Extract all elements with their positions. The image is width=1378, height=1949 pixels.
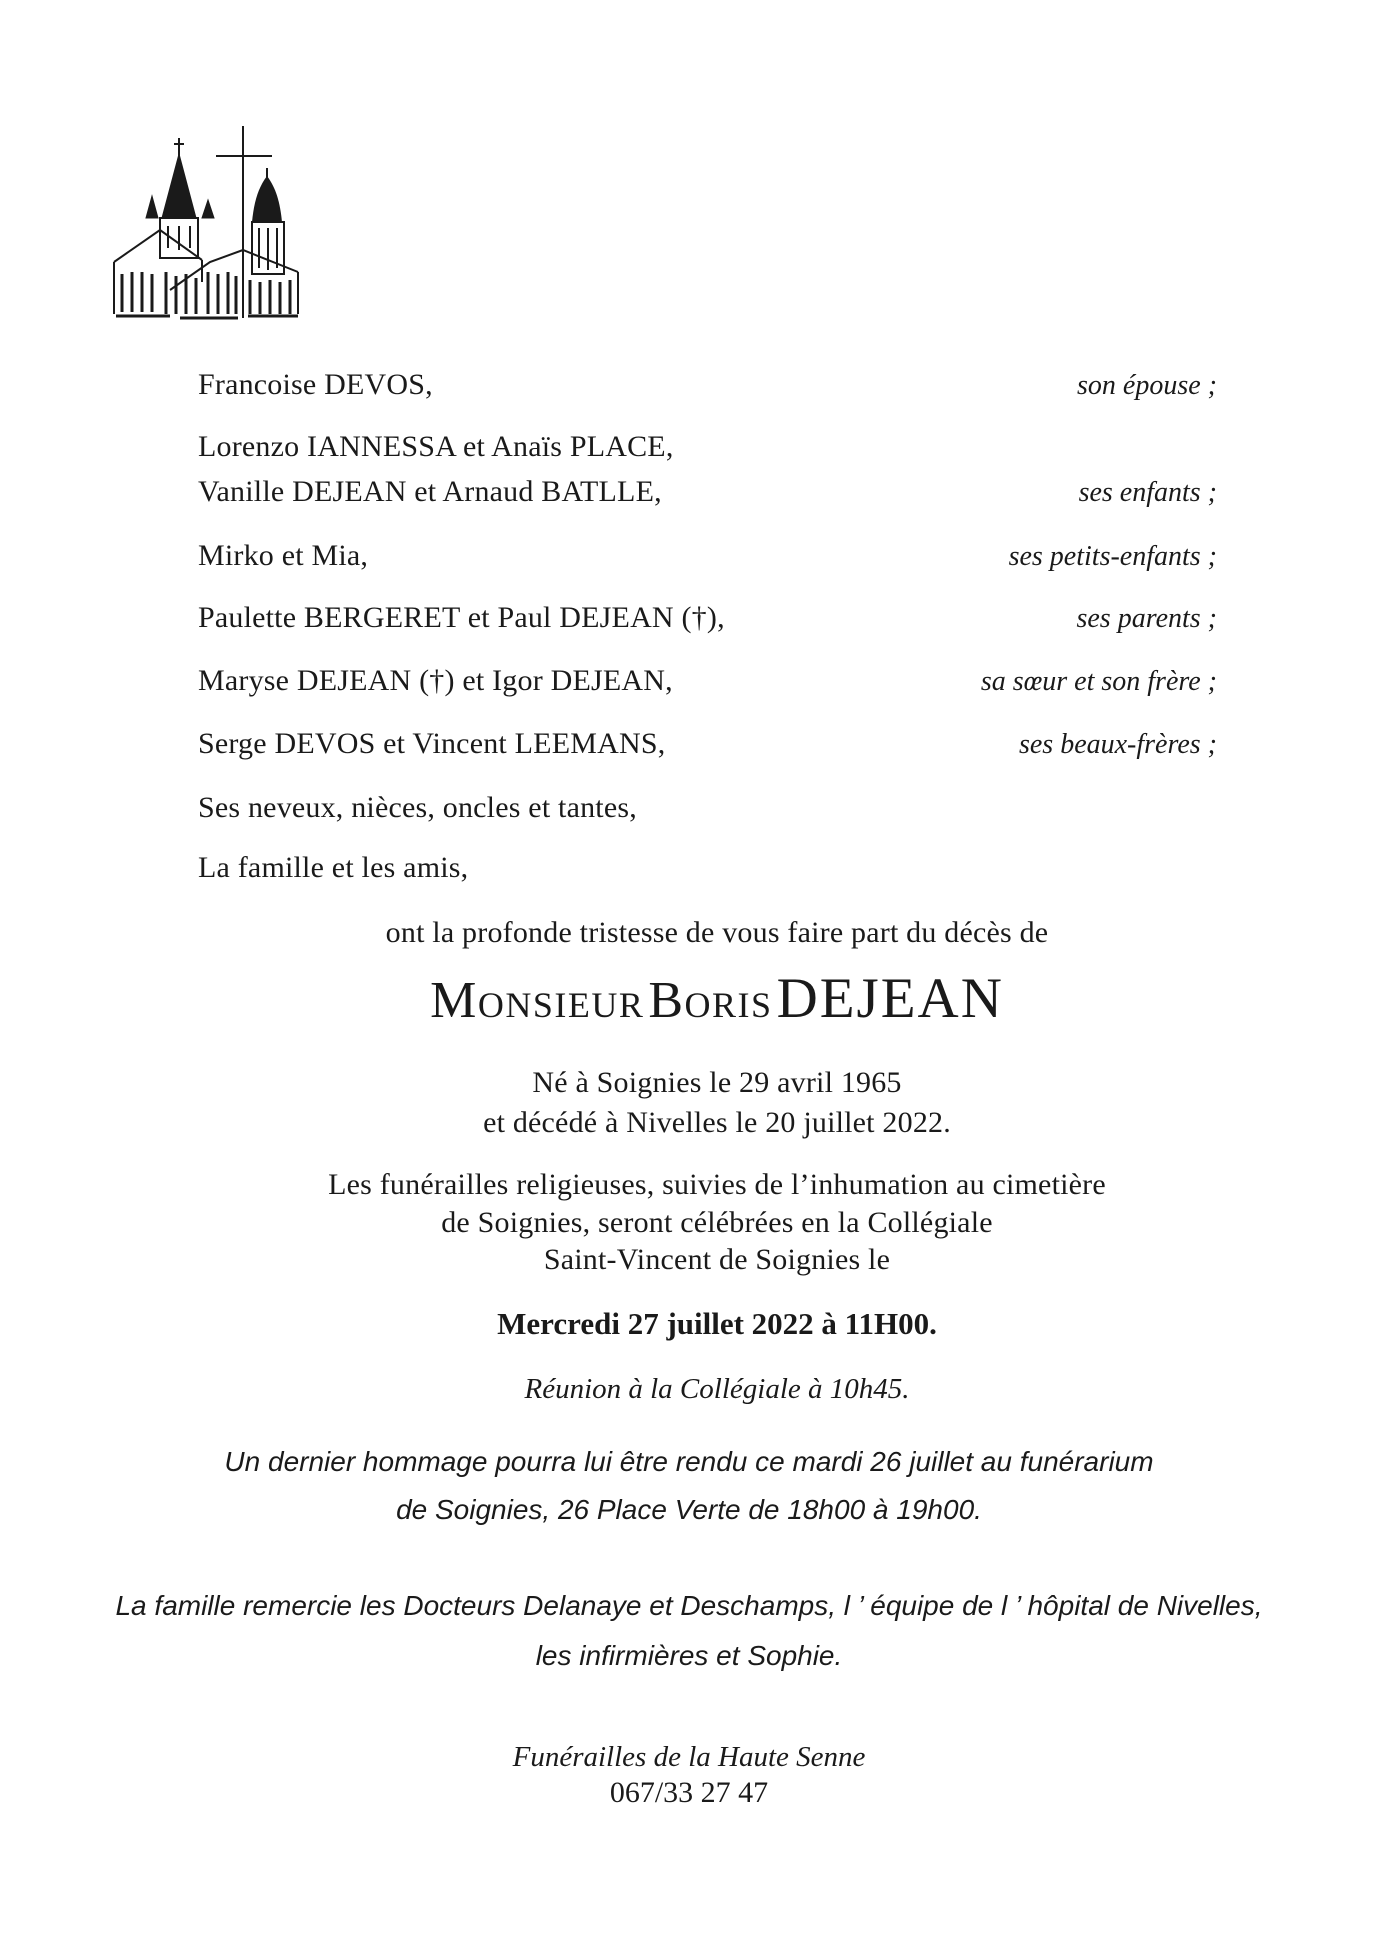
relation-label: sa sœur et son frère ; [980,666,1217,697]
title-surname: DEJEAN [776,967,1004,1030]
announcement-intro: ont la profonde tristesse de vous faire part du décès de [385,916,1049,949]
title-boris: Boris [648,972,773,1029]
relative-row-grandchildren [198,539,1217,573]
relative-name: Maryse DEJEAN (†) et Igor DEJEAN, [198,664,673,697]
relative-row-children-line2 [198,475,1217,509]
thanks-line-2: les infirmières et Sophie. [535,1640,843,1671]
relative-name: Ses neveux, nièces, oncles et tantes, [198,791,637,824]
birth-line: Né à Soignies le 29 avril 1965 [532,1066,902,1099]
relation-label: ses beaux-frères ; [1018,729,1217,760]
relative-row-nieces-nephews [198,791,1217,825]
death-line: et décédé à Nivelles le 20 juillet 2022. [483,1106,951,1139]
relation-label: ses enfants ; [1078,477,1217,508]
relative-name: Paulette BERGERET et Paul DEJEAN (†), [198,601,725,634]
relative-row-spouse [198,368,1217,402]
relative-name: La famille et les amis, [198,851,469,884]
viewing-line-1: Un dernier hommage pourra lui être rendu ce mardi 26 juillet au funérarium [224,1446,1154,1477]
relation-label: ses petits-enfants ; [1008,541,1217,572]
relation-label: son épouse ; [1077,370,1217,401]
relative-name: Serge DEVOS et Vincent LEEMANS, [198,727,666,760]
thanks-line-1: La famille remercie les Docteurs Delanaye et Deschamps, l ’ équipe de l ’ hôpital de Nivelles, [115,1590,1263,1621]
funeral-line-2: de Soignies, seront célébrées en la Collégiale [441,1206,993,1239]
relative-name: Lorenzo IANNESSA et Anaïs PLACE, [198,430,674,463]
funeral-line-1: Les funérailles religieuses, suivies de l’inhumation au cimetière [328,1168,1106,1201]
relation-label: ses parents ; [1076,603,1217,634]
relative-row-brothers-in-law [198,727,1217,761]
funeral-line-3: Saint-Vincent de Soignies le [543,1243,891,1276]
relative-row-siblings [198,664,1217,698]
relative-name: Mirko et Mia, [198,539,369,572]
meeting-line: Réunion à la Collégiale à 10h45. [524,1373,910,1405]
ceremony-datetime: Mercredi 27 juillet 2022 à 11H00. [497,1306,937,1341]
relative-row-parents [198,601,1217,635]
relative-row-family-friends [198,851,1217,885]
viewing-line-2: de Soignies, 26 Place Verte de 18h00 à 19h00. [396,1494,982,1525]
funeral-home-name: Funérailles de la Haute Senne [512,1741,866,1773]
church-icon [110,122,302,320]
deceased-name-title [198,966,1236,1031]
funeral-home-phone: 067/33 27 47 [609,1776,769,1809]
church-illustration [110,122,302,320]
relative-name: Francoise DEVOS, [198,368,433,401]
relative-row-children-line1 [198,430,1217,464]
title-monsieur: Monsieur [430,972,645,1029]
relative-name: Vanille DEJEAN et Arnaud BATLLE, [198,475,662,508]
